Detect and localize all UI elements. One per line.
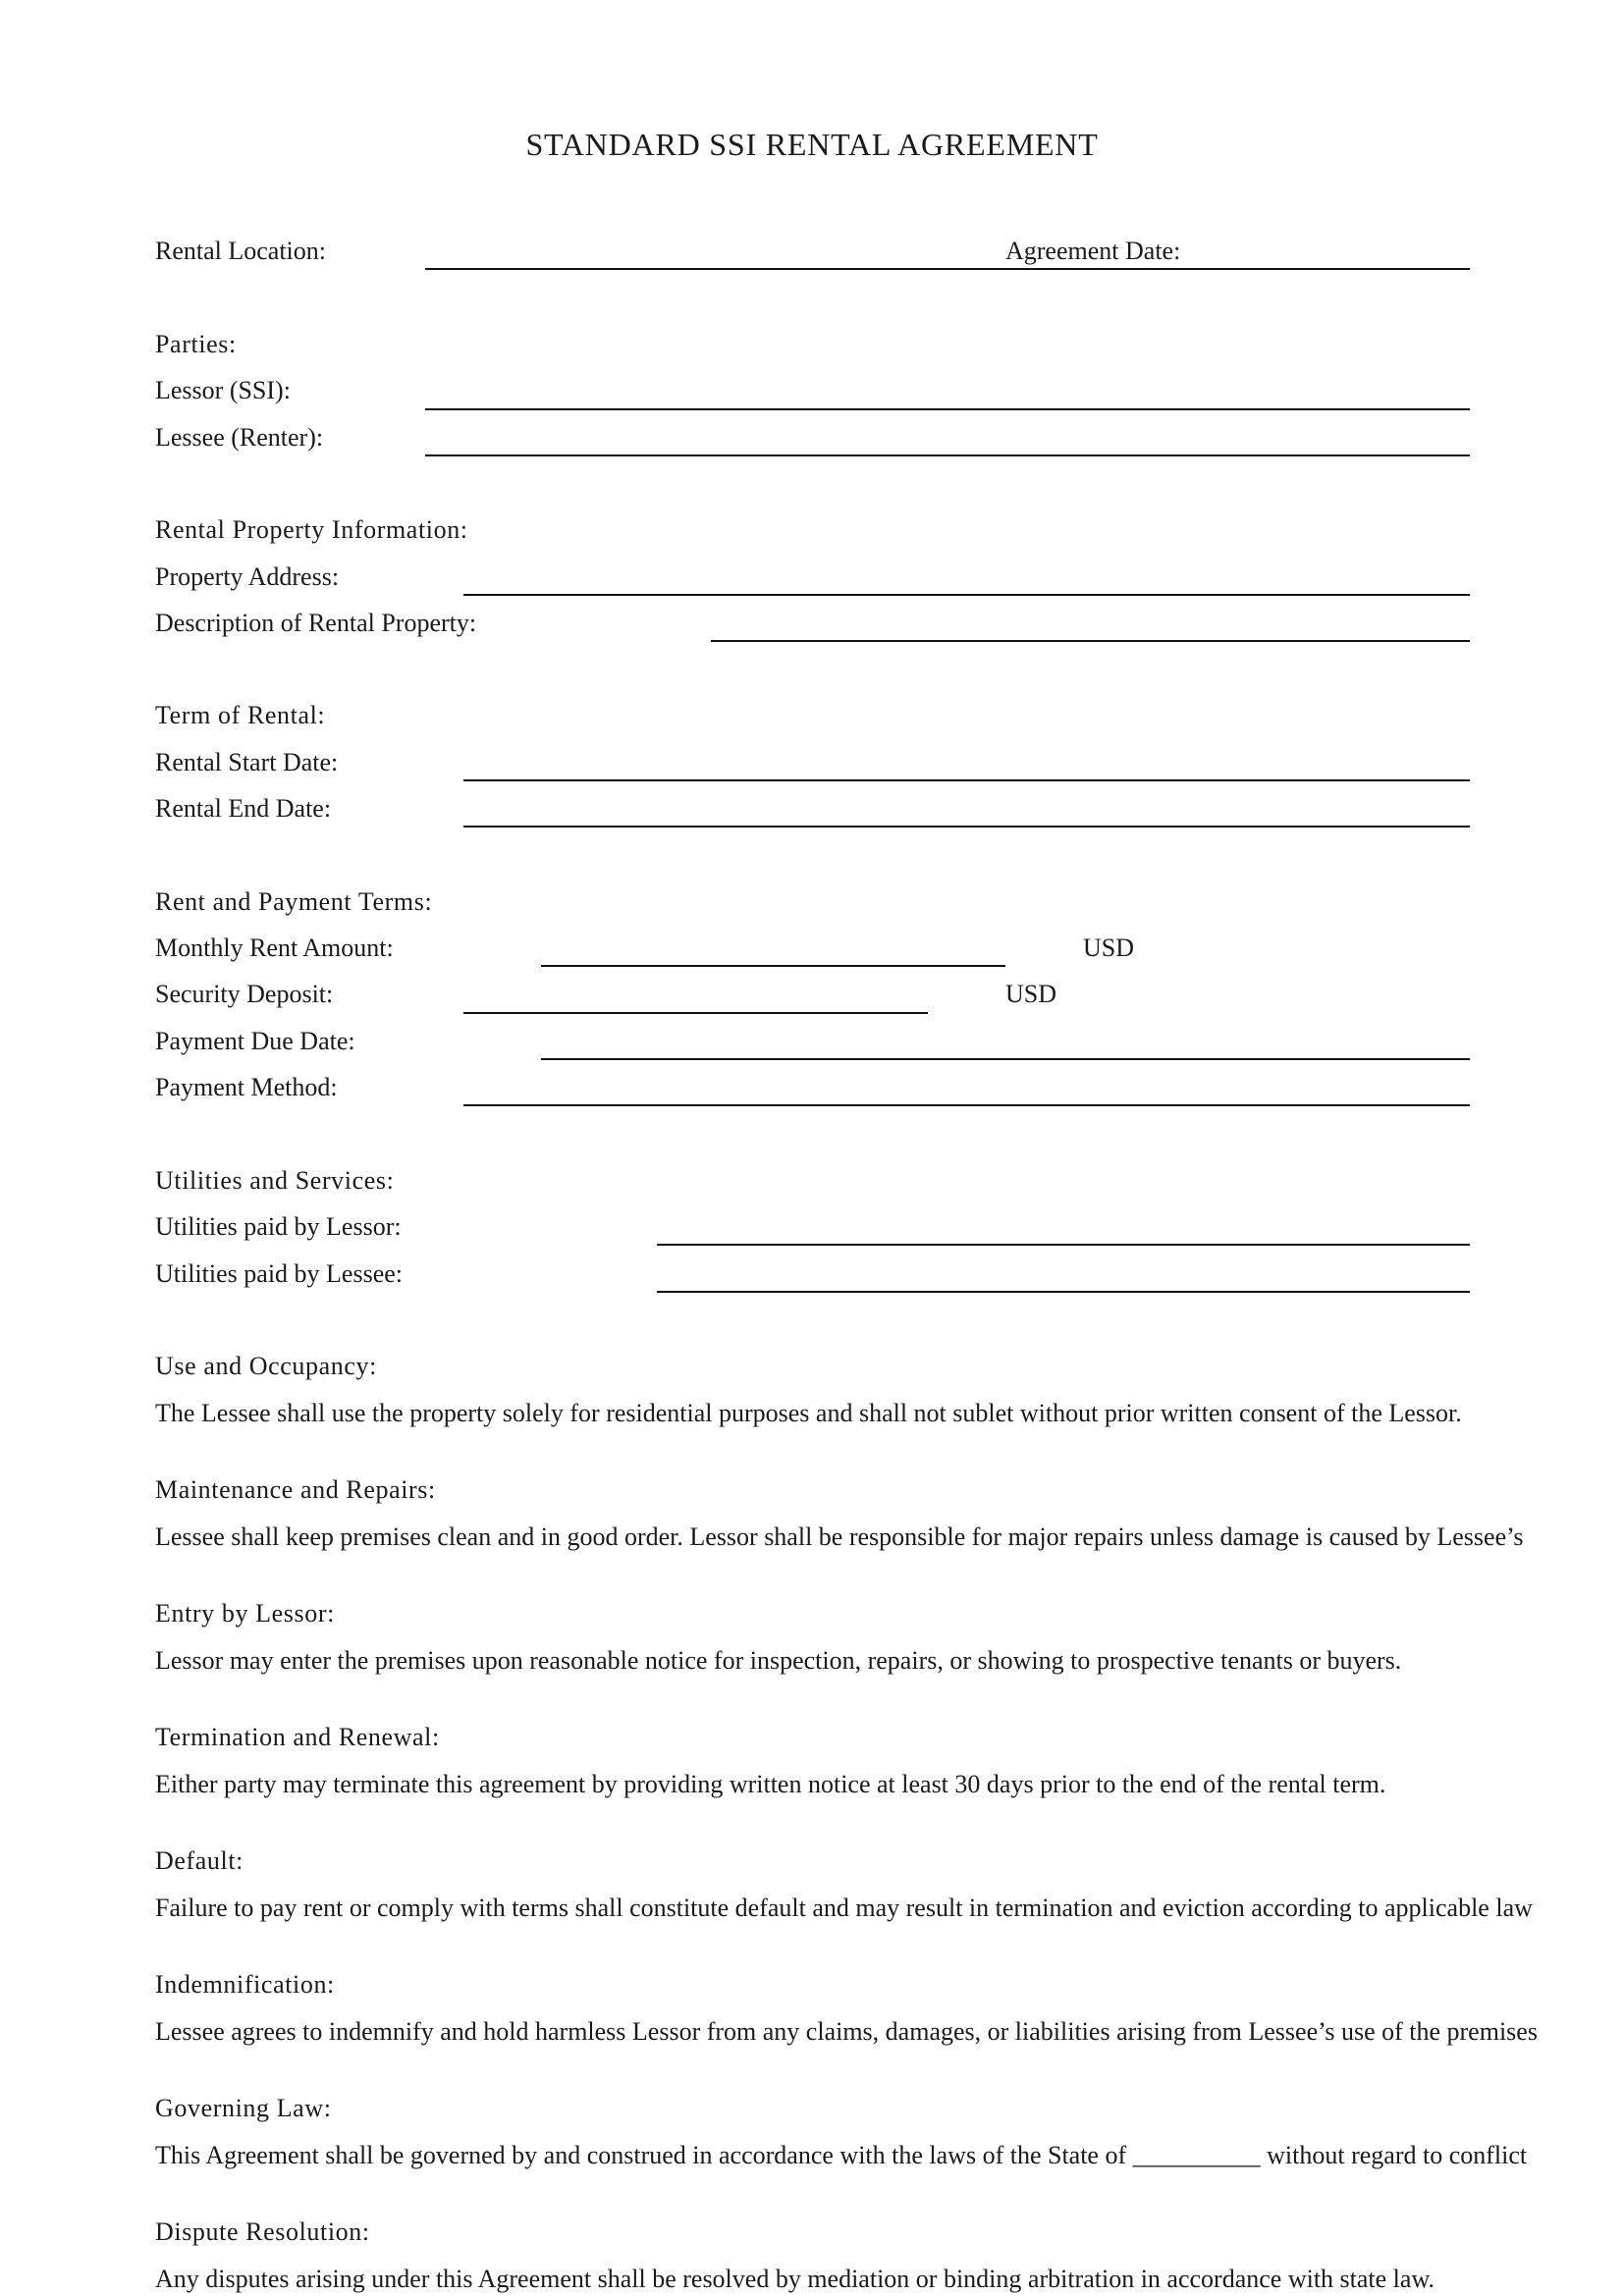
utilities-lessor-field[interactable] <box>657 1244 1470 1246</box>
property-heading: Rental Property Information: <box>155 515 468 544</box>
rental-location-label: Rental Location: <box>155 237 327 265</box>
payment-due-date-field[interactable] <box>541 1058 1470 1060</box>
payment-method-field[interactable] <box>463 1104 1470 1106</box>
rental-end-date-field[interactable] <box>463 826 1470 828</box>
security-deposit-label: Security Deposit: <box>155 980 334 1008</box>
indemnification-heading: Indemnification: <box>155 1970 335 1999</box>
property-description-field[interactable] <box>711 640 1470 642</box>
governing-law-text: This Agreement shall be governed by and construed in accordance with the laws of the State of __________ without regard to conflict <box>155 2141 1528 2169</box>
maintenance-repairs-heading: Maintenance and Repairs: <box>155 1475 436 1504</box>
lessee-field[interactable] <box>425 454 1470 456</box>
property-description-label: Description of Rental Property: <box>155 609 477 637</box>
utilities-lessee-field[interactable] <box>657 1291 1470 1293</box>
rental-start-date-label: Rental Start Date: <box>155 748 339 776</box>
entry-lessor-heading: Entry by Lessor: <box>155 1599 335 1628</box>
term-heading: Term of Rental: <box>155 701 326 729</box>
utilities-lessee-label: Utilities paid by Lessee: <box>155 1259 404 1288</box>
default-text: Failure to pay rent or comply with terms shall constitute default and may result in termination and eviction according to applicable law <box>155 1894 1533 1922</box>
document-title: STANDARD SSI RENTAL AGREEMENT <box>525 127 1099 162</box>
parties-heading: Parties: <box>155 330 237 358</box>
payment-heading: Rent and Payment Terms: <box>155 887 433 916</box>
lessee-label: Lessee (Renter): <box>155 423 324 452</box>
monthly-rent-field[interactable] <box>541 965 1005 967</box>
default-heading: Default: <box>155 1846 244 1875</box>
agreement-date-label: Agreement Date: <box>1005 237 1181 265</box>
dispute-resolution-text: Any disputes arising under this Agreement shall be resolved by mediation or binding arbitration in accordance with state law. <box>155 2265 1435 2293</box>
rental-location-field[interactable] <box>425 268 1470 270</box>
property-address-field[interactable] <box>463 594 1470 596</box>
use-occupancy-heading: Use and Occupancy: <box>155 1352 377 1380</box>
payment-due-date-label: Payment Due Date: <box>155 1027 355 1055</box>
rental-start-date-field[interactable] <box>463 779 1470 781</box>
rental-end-date-label: Rental End Date: <box>155 794 332 823</box>
monthly-rent-currency: USD <box>1083 934 1135 962</box>
monthly-rent-label: Monthly Rent Amount: <box>155 934 394 962</box>
payment-method-label: Payment Method: <box>155 1073 338 1101</box>
entry-lessor-text: Lessor may enter the premises upon reasonable notice for inspection, repairs, or showing to prospective tenants or buyers. <box>155 1646 1402 1675</box>
property-address-label: Property Address: <box>155 562 340 591</box>
use-occupancy-text: The Lessee shall use the property solely for residential purposes and shall not sublet without prior written consent of the Lessor. <box>155 1399 1462 1427</box>
lessor-field[interactable] <box>425 408 1470 410</box>
utilities-lessor-label: Utilities paid by Lessor: <box>155 1212 402 1241</box>
termination-renewal-heading: Termination and Renewal: <box>155 1723 440 1751</box>
security-deposit-currency: USD <box>1005 980 1057 1008</box>
security-deposit-field[interactable] <box>463 1012 928 1014</box>
maintenance-repairs-text: Lessee shall keep premises clean and in good order. Lessor shall be responsible for major repairs unless damage is caused by Lessee’s <box>155 1522 1524 1551</box>
lessor-label: Lessor (SSI): <box>155 376 291 404</box>
governing-law-heading: Governing Law: <box>155 2094 332 2122</box>
utilities-heading: Utilities and Services: <box>155 1166 395 1195</box>
indemnification-text: Lessee agrees to indemnify and hold harmless Lessor from any claims, damages, or liabilities arising from Lessee’s use of the premises <box>155 2017 1538 2046</box>
termination-renewal-text: Either party may terminate this agreement by providing written notice at least 30 days prior to the end of the rental term. <box>155 1770 1386 1798</box>
dispute-resolution-heading: Dispute Resolution: <box>155 2217 370 2246</box>
